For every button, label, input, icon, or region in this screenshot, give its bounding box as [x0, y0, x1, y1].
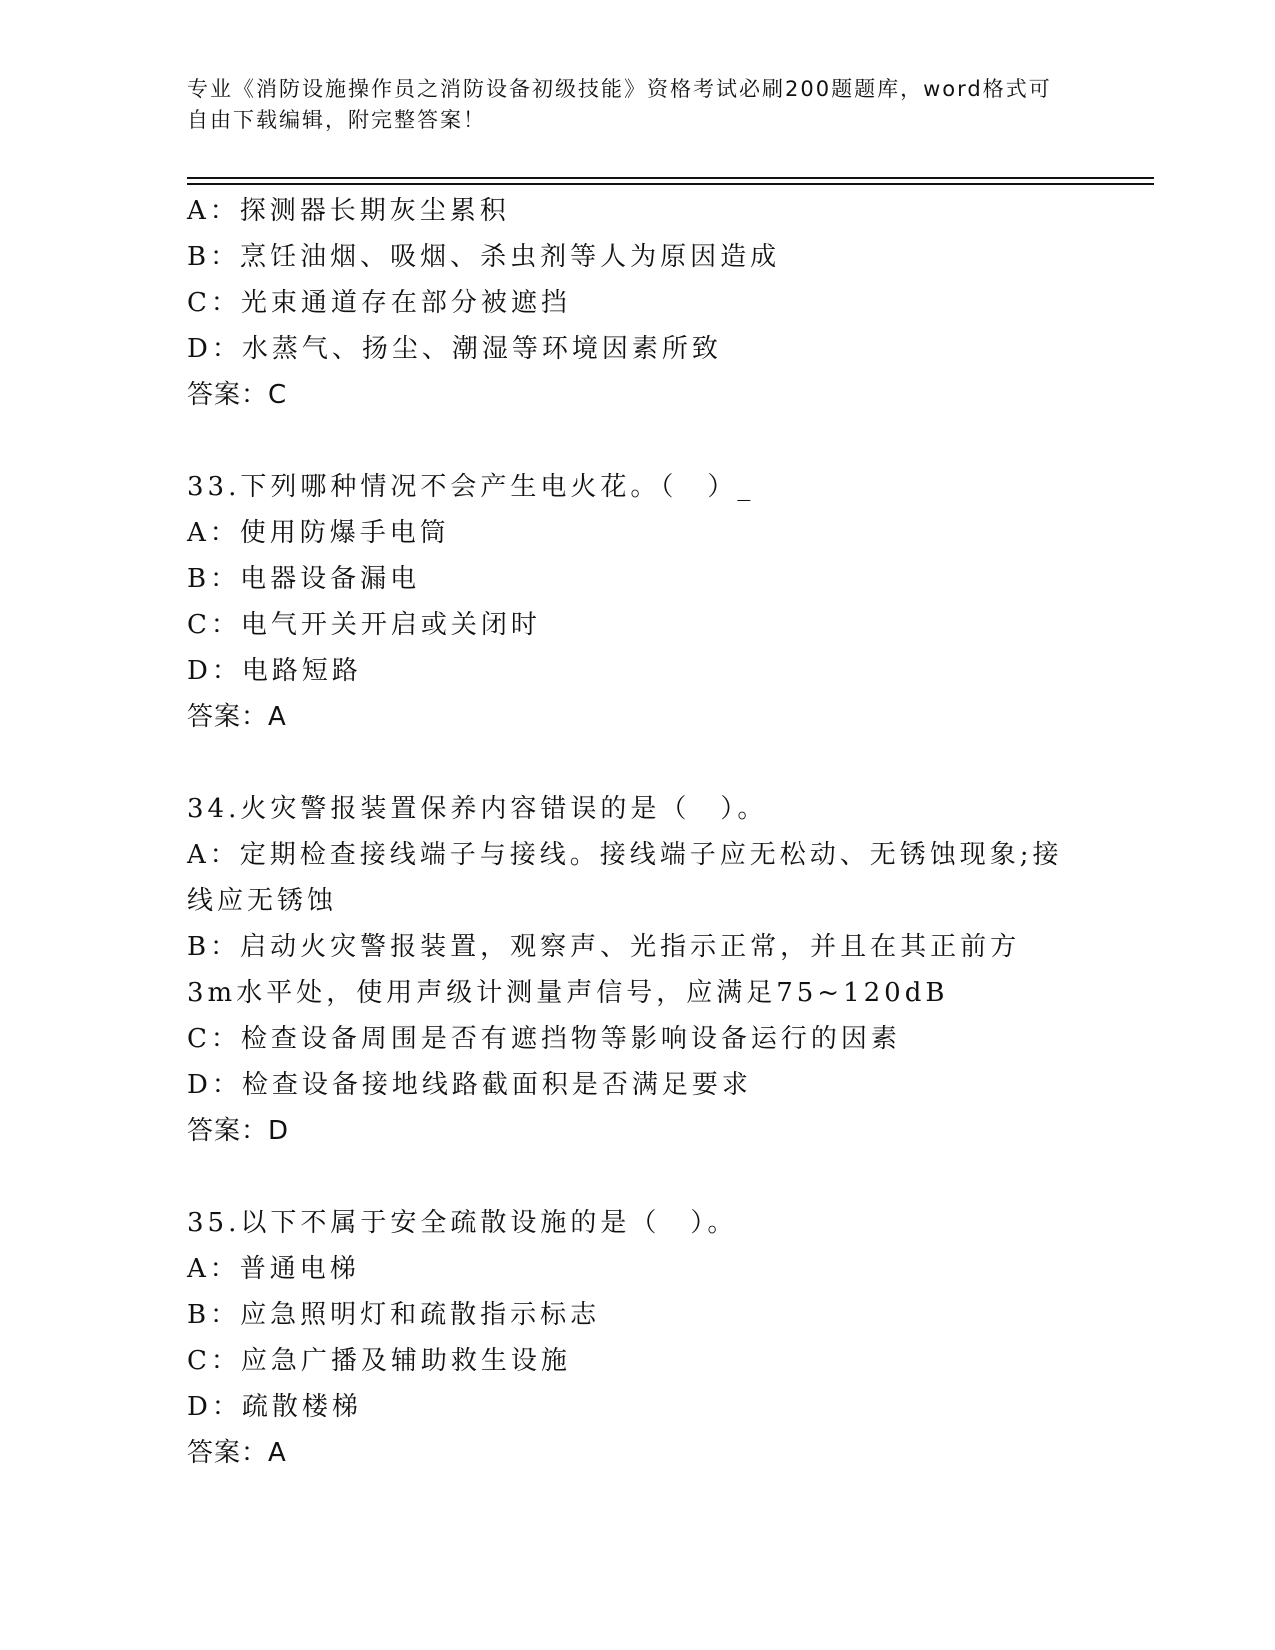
spacer — [187, 418, 1067, 464]
question-32-options — [187, 188, 1067, 418]
header-divider-top — [187, 177, 1154, 179]
question-34 — [187, 786, 1067, 1154]
option-d: D：疏散楼梯 — [187, 1392, 362, 1422]
option-b: B：启动火灾警报装置，观察声、光指示正常，并且在其正前方3m水平处，使用声级计测量声信号，应满足75~120dB — [187, 932, 1021, 1008]
question-text: 34.火灾警报装置保养内容错误的是（ ）。 — [187, 794, 768, 824]
option-c: C：应急广播及辅助救生设施 — [187, 1346, 571, 1376]
document-header — [187, 74, 1067, 136]
answer-label: 答案：D — [187, 1116, 290, 1146]
question-33 — [187, 464, 1067, 740]
spacer — [187, 1154, 1067, 1200]
question-text: 33.下列哪种情况不会产生电火花。（ ）_ — [187, 472, 755, 502]
question-35 — [187, 1200, 1067, 1476]
header-title: 专业《消防设施操作员之消防设备初级技能》资格考试必刷200题题库，word格式可自由下载编辑，附完整答案！ — [187, 77, 1052, 132]
option-a: A：使用防爆手电筒 — [187, 518, 450, 548]
option-a: A：探测器长期灰尘累积 — [187, 196, 510, 226]
option-d: D：电路短路 — [187, 656, 362, 686]
option-b: B：烹饪油烟、吸烟、杀虫剂等人为原因造成 — [187, 242, 781, 272]
answer-label: 答案：A — [187, 702, 287, 732]
question-text: 35.以下不属于安全疏散设施的是（ ）。 — [187, 1208, 738, 1238]
spacer — [187, 740, 1067, 786]
option-c: C：检查设备周围是否有遮挡物等影响设备运行的因素 — [187, 1024, 901, 1054]
option-c: C：光束通道存在部分被遮挡 — [187, 288, 571, 318]
option-d: D：水蒸气、扬尘、潮湿等环境因素所致 — [187, 334, 722, 364]
option-b: B：应急照明灯和疏散指示标志 — [187, 1300, 601, 1330]
option-a: A：定期检查接线端子与接线。接线端子应无松动、无锈蚀现象;接线应无锈蚀 — [187, 840, 1063, 916]
question-list — [187, 188, 1067, 1476]
option-c: C：电气开关开启或关闭时 — [187, 610, 541, 640]
option-b: B：电器设备漏电 — [187, 564, 421, 594]
answer-label: 答案：A — [187, 1438, 287, 1468]
option-d: D：检查设备接地线路截面积是否满足要求 — [187, 1070, 752, 1100]
header-divider-bottom — [187, 183, 1154, 185]
answer-label: 答案：C — [187, 380, 288, 410]
option-a: A：普通电梯 — [187, 1254, 360, 1284]
